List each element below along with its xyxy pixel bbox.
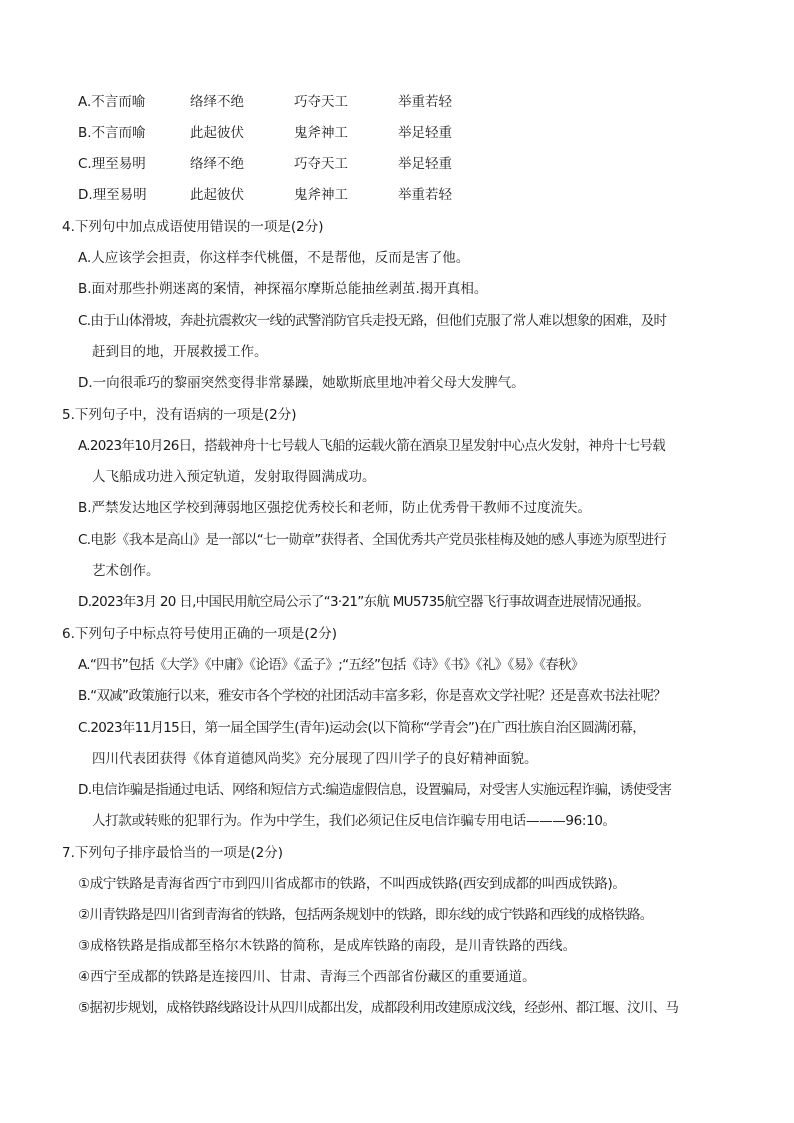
q3-option-c[interactable] xyxy=(78,154,498,174)
option-word: 鬼斧神工 xyxy=(294,187,348,203)
q5-option-c[interactable]: C.电影《我本是高山》是一部以“七一勋章”获得者、全国优秀共产党员张桂梅及她的感人事迹为原型进行 xyxy=(78,532,667,548)
q3-option-d[interactable] xyxy=(78,185,498,205)
q4-option-c[interactable]: C.由于山体滑坡，奔赴抗震救灾一线的武警消防官兵走投无路，但他们克服了常人难以想象的困难，及时 xyxy=(78,313,667,329)
option-word: 举足轻重 xyxy=(398,156,452,172)
option-word: 举重若轻 xyxy=(398,94,452,110)
q3-option-b[interactable] xyxy=(78,123,498,143)
q7-stem: 7.下列句子排序最恰当的一项是(2分) xyxy=(62,845,284,861)
q6-option-d-cont: 人打款或转账的犯罪行为。作为中学生，我们必须记住反电信诈骗专用电话———96:10。 xyxy=(92,813,616,829)
q5-option-c-cont: 艺术创作。 xyxy=(92,563,160,579)
q7-sentence-1: ①成宁铁路是青海省西宁市到四川省成都市的铁路，不叫西成铁路(西安到成都的叫西成铁路)。 xyxy=(78,876,626,892)
q4-option-b[interactable]: B.面对那些扑朔迷离的案情，神探福尔摩斯总能抽丝剥茧.揭开真相。 xyxy=(78,281,488,297)
q7-sentence-3: ③成格铁路是指成都至格尔木铁路的简称，是成库铁路的南段，是川青铁路的西线。 xyxy=(78,938,577,954)
option-word: 此起彼伏 xyxy=(190,187,244,203)
q6-option-c[interactable]: C.2023年11月15日，第一届全国学生(青年)运动会(以下简称“学青会”)在广西壮族自治区圆满闭幕， xyxy=(78,720,646,736)
q7-sentence-5: ⑤据初步规划，成格铁路线路设计从四川成都出发，成都段利用改建原成汶线，经彭州、都江堰、汶川、马 xyxy=(78,1000,679,1016)
q3-option-a[interactable] xyxy=(78,92,498,112)
option-label: B. xyxy=(78,125,92,141)
option-word: 举重若轻 xyxy=(398,187,452,203)
option-label: C. xyxy=(78,156,92,172)
q4-option-d[interactable]: D.一向很乖巧的黎丽突然变得非常暴躁，她歇斯底里地冲着父母大发脾气。 xyxy=(78,375,525,391)
option-label: D. xyxy=(78,187,93,203)
option-word: 不言而喻 xyxy=(91,94,146,110)
option-word: 此起彼伏 xyxy=(190,125,244,141)
option-word: 不言而喻 xyxy=(91,125,146,141)
q6-option-d[interactable]: D.电信诈骗是指通过电话、网络和短信方式:编造虚假信息，设置骗局，对受害人实施远程诈骗，诱使受害 xyxy=(78,782,672,798)
q5-option-d[interactable]: D.2023年3月 20 日,中国民用航空局公示了“3·21”东航 MU5735航空器飞行事故调查进展情况通报。 xyxy=(78,594,650,610)
q7-sentence-2: ②川青铁路是四川省到青海省的铁路，包括两条规划中的铁路，即东线的成宁铁路和西线的成格铁路。 xyxy=(78,907,653,923)
q5-option-a[interactable]: A.2023年10月26日，搭载神舟十七号载人飞船的运载火箭在酒泉卫星发射中心点火发射，神舟十七号载 xyxy=(78,438,666,454)
option-word: 理至易明 xyxy=(91,156,146,172)
q7-sentence-4: ④西宁至成都的铁路是连接四川、甘肃、青海三个西部省份藏区的重要通道。 xyxy=(78,969,536,985)
q4-stem: 4.下列句中加点成语使用错误的一项是(2分) xyxy=(62,219,324,235)
option-word: 络绎不绝 xyxy=(190,94,244,110)
q6-option-c-cont: 四川代表团获得《体育道德风尚奖》充分展现了四川学子的良好精神面貌。 xyxy=(92,751,538,767)
q6-option-a[interactable]: A.“四书”包括《大学》《中庸》《论语》《孟子》;“五经”包括《诗》《书》《礼》《易》《春秋》 xyxy=(78,657,584,673)
q5-option-a-cont: 人飞船成功进入预定轨道，发射取得圆满成功。 xyxy=(92,469,376,485)
q5-option-b[interactable]: B.严禁发达地区学校到薄弱地区强挖优秀校长和老师，防止优秀骨干教师不过度流失。 xyxy=(78,500,592,516)
q4-option-c-cont: 赶到目的地，开展救援工作。 xyxy=(92,344,268,360)
q5-stem: 5.下列句子中，没有语病的一项是(2分) xyxy=(62,407,297,423)
q6-stem: 6.下列句子中标点符号使用正确的一项是(2分) xyxy=(62,626,338,642)
option-word: 巧夺天工 xyxy=(294,156,348,172)
option-label: A. xyxy=(78,94,92,110)
option-word: 络绎不绝 xyxy=(190,156,244,172)
q6-option-b[interactable]: B.“双减”政策施行以来，雅安市各个学校的社团活动丰富多彩，你是喜欢文学社呢？还是喜欢书法社呢？ xyxy=(78,688,666,704)
option-word: 举足轻重 xyxy=(398,125,452,141)
option-word: 理至易明 xyxy=(92,187,147,203)
q4-option-a[interactable]: A.人应该学会担责，你这样李代桃僵，不是帮他，反而是害了他。 xyxy=(78,250,470,266)
option-word: 鬼斧神工 xyxy=(294,125,348,141)
option-word: 巧夺天工 xyxy=(294,94,348,110)
